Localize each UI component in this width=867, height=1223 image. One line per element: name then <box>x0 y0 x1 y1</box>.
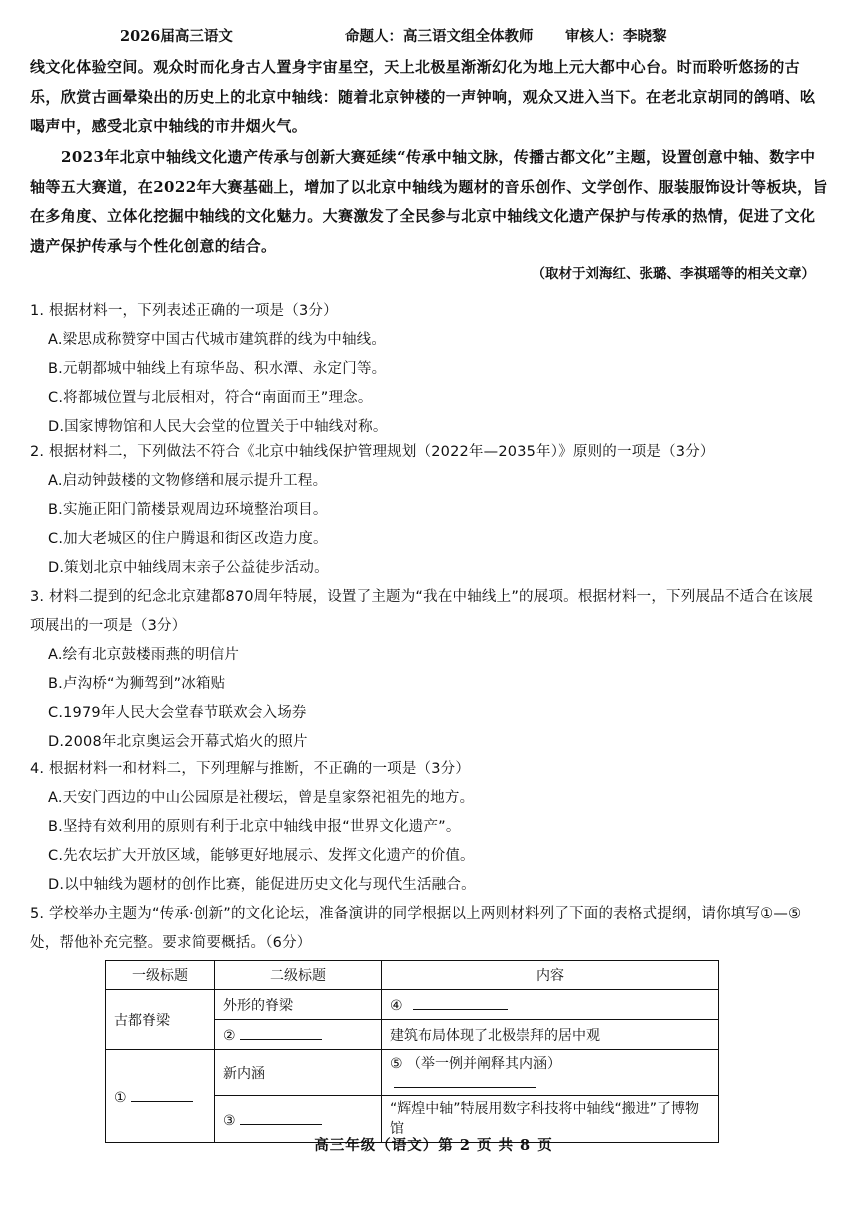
question-5 <box>30 900 820 958</box>
question-stem: 5. 学校举办主题为“传承·创新”的文化论坛，准备演讲的同学根据以上两则材料列了下面的表格式提纲，请你填写①—⑤处，帮他补充完整。要求简要概括。（6分） <box>30 906 802 951</box>
option-d: D.2008年北京奥运会开幕式焰火的照片 <box>48 734 308 750</box>
option-b: B.卢沟桥“为狮驾到”冰箱贴 <box>48 676 226 692</box>
option-b: B.元朝都城中轴线上有琼华岛、积水潭、永定门等。 <box>48 361 387 377</box>
passage-paragraph-1: 线文化体验空间。观众时而化身古人置身宇宙星空，天上北极星渐渐幻化为地上元大都中心台。时而聆听悠扬的古乐，欣赏古画晕染出的历史上的北京中轴线：随着北京钟楼的一声钟响，观众又进入当下。在老北京胡同的鸽哨、吆喝声中，感受北京中轴线的市井烟火气。 <box>30 58 816 135</box>
blank-marker: ⑤ <box>390 1056 403 1072</box>
option-c: C.1979年人民大会堂春节联欢会入场券 <box>48 705 307 721</box>
content-cell: 建筑布局体现了北极崇拜的居中观 <box>382 1020 719 1050</box>
level1-cell <box>106 1050 215 1143</box>
passage-paragraph-2: 2023年北京中轴线文化遗产传承与创新大赛延续“传承中轴文脉，传播古都文化”主题，设置创意中轴、数字中轴等五大赛道，在2022年大赛基础上，增加了以北京中轴线为题材的音乐创作、文学创作、服装服饰设计等板块，旨在多角度、立体化挖掘中轴线的文化魅力。大赛激发了全民参与北京中轴线文化遗产保护与传承的热情，促进了文化遗产保护传承与个性化创意的结合。 <box>30 148 828 255</box>
content-note: （举一例并阐释其内涵） <box>407 1056 562 1072</box>
page-header <box>120 25 820 49</box>
option-a: A.天安门西边的中山公园原是社稷坛，曾是皇家祭祀祖先的地方。 <box>48 790 475 806</box>
option-a: A.梁思成称赞穿中国古代城市建筑群的线为中轴线。 <box>48 332 387 348</box>
question-stem: 4. 根据材料一和材料二，下列理解与推断，不正确的一项是（3分） <box>30 761 471 777</box>
question-stem: 2. 根据材料二，下列做法不符合《北京中轴线保护管理规划（2022年—2035年）》原则的一项是（3分） <box>30 444 715 460</box>
blank-marker: ① <box>114 1089 127 1106</box>
answer-blank[interactable] <box>131 1087 193 1102</box>
level1-cell: 古都脊梁 <box>106 990 215 1050</box>
option-b: B.实施正阳门箭楼景观周边环境整治项目。 <box>48 502 328 518</box>
question-stem: 3. 材料二提到的纪念北京建都870周年特展，设置了主题为“我在中轴线上”的展项。根据材料一，下列展品不适合在该展项展出的一项是（3分） <box>30 589 814 634</box>
level2-cell <box>215 1020 382 1050</box>
option-d: D.以中轴线为题材的创作比赛，能促进历史文化与现代生活融合。 <box>48 877 476 893</box>
blank-marker: ② <box>223 1028 236 1044</box>
content-cell: “辉煌中轴”特展用数字科技将中轴线“搬进”了博物馆 <box>382 1096 719 1143</box>
option-a: A.启动钟鼓楼的文物修缮和展示提升工程。 <box>48 473 328 489</box>
page-footer: 高三年级（语文）第 2 页 共 8 页 <box>314 1137 553 1154</box>
answer-blank[interactable] <box>413 995 508 1010</box>
header-level1: 一级标题 <box>106 961 215 990</box>
content-cell <box>382 1050 719 1096</box>
table-header-row <box>106 961 719 990</box>
exam-title: 2026届高三语文 <box>120 28 233 45</box>
passage-source: （取材于刘海红、张璐、李祺瑶等的相关文章） <box>531 266 815 282</box>
table-row <box>106 1050 719 1096</box>
option-c: C.先农坛扩大开放区域，能够更好地展示、发挥文化遗产的价值。 <box>48 848 475 864</box>
option-d: D.策划北京中轴线周末亲子公益徒步活动。 <box>48 560 329 576</box>
blank-marker: ④ <box>390 998 403 1014</box>
option-c: C.加大老城区的住户腾退和街区改造力度。 <box>48 531 328 547</box>
level2-cell: 新内涵 <box>215 1050 382 1096</box>
option-a: A.绘有北京鼓楼雨燕的明信片 <box>48 647 240 663</box>
blank-marker: ③ <box>223 1112 236 1129</box>
answer-blank[interactable] <box>240 1025 322 1040</box>
content-cell <box>382 990 719 1020</box>
question-1 <box>30 297 820 442</box>
header-content: 内容 <box>382 961 719 990</box>
option-d: D.国家博物馆和人民大会堂的位置关于中轴线对称。 <box>48 419 388 435</box>
exam-reviewer: 审核人：李晓黎 <box>565 28 667 45</box>
exam-author: 命题人：高三语文组全体教师 <box>345 28 534 45</box>
table-row <box>106 990 719 1020</box>
header-level2: 二级标题 <box>215 961 382 990</box>
option-b: B.坚持有效利用的原则有利于北京中轴线申报“世界文化遗产”。 <box>48 819 461 835</box>
level2-cell: 外形的脊梁 <box>215 990 382 1020</box>
answer-blank[interactable] <box>240 1110 322 1125</box>
question-3 <box>30 583 820 757</box>
question-4 <box>30 755 820 900</box>
option-c: C.将都城位置与北辰相对，符合“南面而王”理念。 <box>48 390 373 406</box>
answer-blank[interactable] <box>394 1073 536 1088</box>
outline-table <box>105 960 719 1143</box>
question-stem: 1. 根据材料一，下列表述正确的一项是（3分） <box>30 303 338 319</box>
question-2 <box>30 438 820 583</box>
